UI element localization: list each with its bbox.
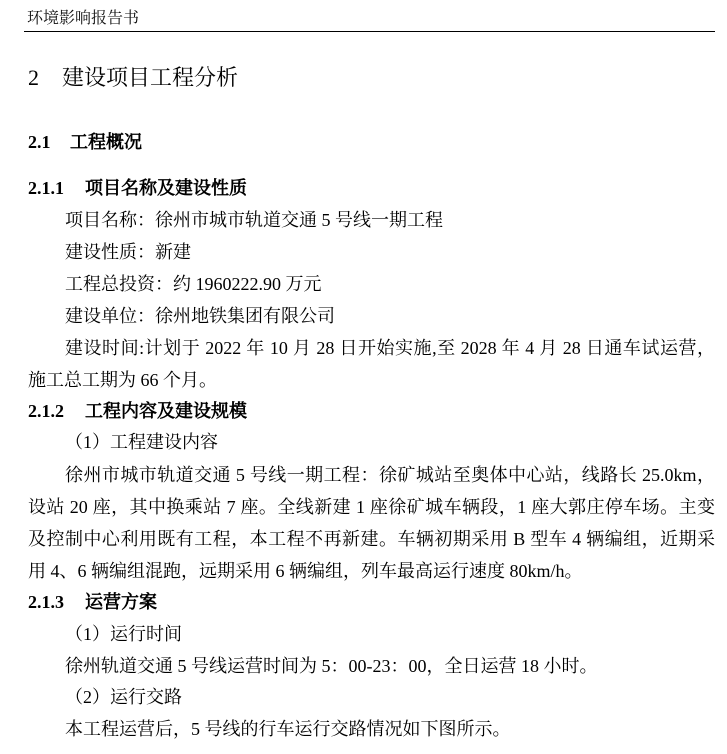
project-nature-field: 建设性质：新建 bbox=[65, 242, 191, 262]
subsection-number: 2.1.1 bbox=[28, 178, 64, 198]
subsection-title: 工程内容及建设规模 bbox=[85, 401, 247, 422]
routing-text: 本工程运营后，5 号线的行车运行交路情况如下图所示。 bbox=[65, 719, 511, 739]
schedule-line: 建设时间:计划于 2022 年 10 月 28 日开始实施,至 2028 年 4 月 28 日通车试运营， bbox=[65, 338, 715, 358]
chapter-title: 建设项目工程分析 bbox=[62, 66, 239, 91]
chapter-heading bbox=[28, 62, 238, 95]
scope-paragraph-line: 及控制中心利用既有工程，本工程不再新建。车辆初期采用 B 型车 4 辆编组，近期采 bbox=[28, 529, 715, 549]
subsection-number: 2.1.3 bbox=[28, 592, 64, 612]
scope-paragraph-line: 用 4、6 辆编组混跑，远期采用 6 辆编组，列车最高运行速度 80km/h。 bbox=[28, 561, 583, 581]
section-title: 工程概况 bbox=[70, 132, 142, 153]
scope-paragraph-line: 徐州市城市轨道交通 5 号线一期工程：徐矿城站至奥体中心站，线路长 25.0km， bbox=[65, 465, 715, 485]
operating-hours-heading: （1）运行时间 bbox=[65, 624, 182, 644]
subsection-heading-scope bbox=[28, 395, 247, 428]
schedule-line: 施工总工期为 66 个月。 bbox=[28, 370, 217, 390]
scope-item-heading: （1）工程建设内容 bbox=[65, 432, 218, 452]
project-name-field: 项目名称：徐州市城市轨道交通 5 号线一期工程 bbox=[65, 210, 443, 230]
scope-paragraph-line: 设站 20 座，其中换乘站 7 座。全线新建 1 座徐矿城车辆段，1 座大郭庄停车场。主变 bbox=[28, 497, 715, 517]
subsection-title: 运营方案 bbox=[85, 592, 157, 613]
section-heading bbox=[28, 126, 142, 159]
section-number: 2.1 bbox=[28, 132, 51, 152]
chapter-number: 2 bbox=[28, 65, 39, 90]
routing-heading: （2）运行交路 bbox=[65, 687, 182, 707]
operating-hours-text: 徐州轨道交通 5 号线运营时间为 5：00-23：00，全日运营 18 小时。 bbox=[65, 656, 598, 676]
builder-field: 建设单位：徐州地铁集团有限公司 bbox=[65, 306, 335, 326]
total-investment-field: 工程总投资：约 1960222.90 万元 bbox=[65, 274, 322, 294]
subsection-number: 2.1.2 bbox=[28, 401, 64, 421]
subsection-heading-operation bbox=[28, 586, 157, 619]
subsection-title: 项目名称及建设性质 bbox=[85, 178, 247, 199]
header-rule bbox=[24, 31, 715, 32]
running-header: 环境影响报告书 bbox=[27, 8, 140, 27]
subsection-heading-project-basics bbox=[28, 172, 247, 205]
